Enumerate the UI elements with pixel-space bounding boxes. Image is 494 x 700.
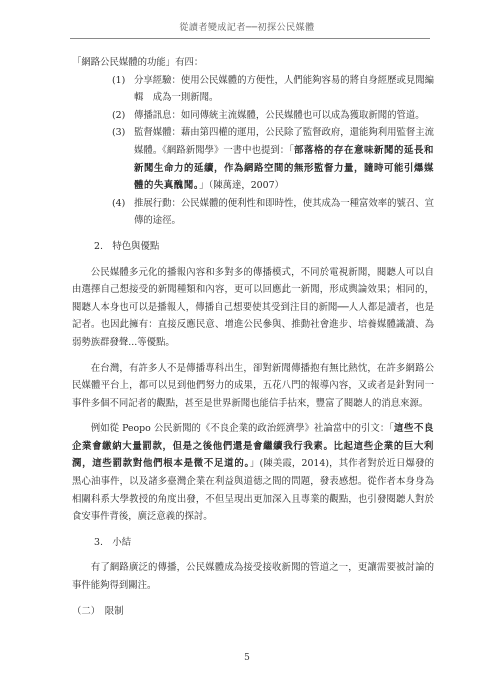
page-body bbox=[72, 54, 434, 620]
list-item bbox=[72, 72, 434, 107]
list-text: 推展行動：公民媒體的便利性和即時性，使其成為一種富效率的號召、宣傳的途徑。 bbox=[134, 197, 435, 227]
paragraph bbox=[72, 420, 434, 526]
subheading-summary: 3. 小結 bbox=[94, 536, 132, 548]
functions-list bbox=[72, 72, 434, 230]
list-number: (2) bbox=[112, 109, 126, 121]
quote-text: 這些不良企業會繳納大量罰款，但是之後他們還是會繼續我行我素。比起這些企業的巨大利潤，這些罰款對他們根本是微不足道的。 bbox=[72, 423, 434, 470]
functions-intro: 「網路公民媒體的功能」有四： bbox=[72, 57, 204, 68]
paragraph: 公民媒體多元化的播報內容和多對多的傳播模式，不同於電視新聞，閱聽人可以自由選擇自己想接受的新聞種類和內容，更可以回應此一新聞，形成輿論效果；相同的，閱聽人本身也可以是播報人，傳播自己想要使其受到注目的新聞──人人都是讀者，也是記者。也因此擁有：直接反應民意、增進公民參與、推動社會進步、培養媒體識讀、為弱勢族群發聲...等優點。 bbox=[72, 266, 434, 348]
paragraph-text: 」(陳美霞，2014)，其作者對於近日爆發的黑心油事件，以及諸多臺灣企業在利益與道德之間的問題，發表感想。從作者本身身為相關科系大學教授的角度出發，不但呈現出更加深入且專業的觀點，也引發閱聽人對於食安事件背後，廣泛意義的探討。 bbox=[72, 458, 434, 523]
list-number: (3) bbox=[112, 127, 126, 139]
page-number: 5 bbox=[244, 653, 250, 663]
paragraph-text: 例如從 Peopo 公民新聞的《不良企業的政治經濟學》社論當中的引文：「 bbox=[90, 423, 394, 435]
list-citation: 」（陳萬達，2007） bbox=[199, 180, 284, 192]
list-number: (4) bbox=[112, 197, 126, 209]
paragraph: 有了網路廣泛的傳播，公民媒體成為接受接收新聞的管道之一，更讓需要被討論的事件能夠得到關注。 bbox=[72, 562, 434, 592]
header-rule bbox=[70, 38, 430, 39]
list-item bbox=[72, 107, 434, 125]
paragraph: 在台灣，有許多人不是傳播專科出生，卻對新聞傳播抱有無比熱忱，在許多網路公民媒體平台上，都可以見到他們努力的成果，五花八門的報導內容，又或者是針對同一事件多個不同記者的觀點，甚至是世界新聞也能信手拈來，豐富了閱聽人的消息來源。 bbox=[72, 362, 434, 409]
section-heading: （二） 限制 bbox=[72, 605, 124, 617]
subheading-features: 2. 特色與優點 bbox=[94, 240, 160, 252]
list-number: (1) bbox=[112, 74, 126, 86]
list-text: 監督媒體：藉由第四權的運用，公民除了監督政府，還能夠利用監督主流媒體。《網路新聞學》一書中也提到：「 bbox=[134, 127, 435, 156]
list-text: 分享經驗：使用公民媒體的方便性，人們能夠容易的將自身經歷或見聞編輯 成為一則新聞。 bbox=[134, 74, 435, 104]
list-item bbox=[72, 124, 434, 194]
list-text: 傳播訊息：如同傳統主流媒體，公民媒體也可以成為獲取新聞的管道。 bbox=[134, 109, 425, 121]
list-item bbox=[72, 195, 434, 230]
list-quote: 部落格的存在意味新聞的延長和新聞生命力的延續，作為網路空間的無形監督力量，隨時可能引爆媒體的失真醜聞。 bbox=[134, 144, 434, 192]
running-header: 從讀者變成記者──初探公民媒體 bbox=[179, 23, 315, 33]
